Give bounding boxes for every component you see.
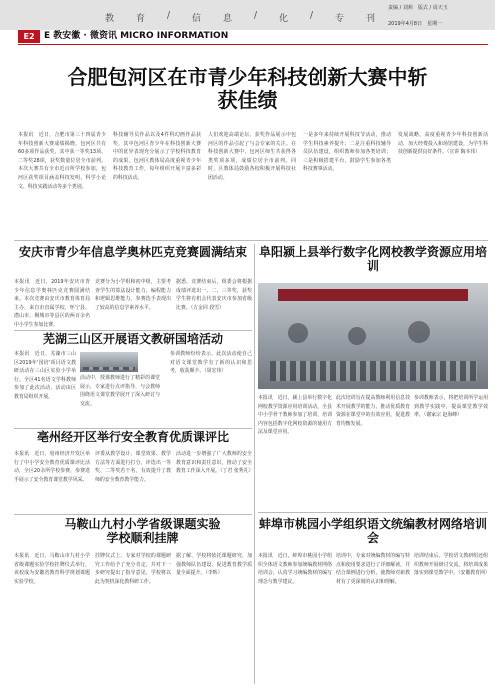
fuyang-col-3: 参训教师表示，将把培训所学运用到教学实践中，提高课堂教学效率。（谢家宗 赵海峰） [414,395,488,419]
wuhu-col-2: 活动中，授课教师进行了精彩的课堂展示，专家进行点评指导，与会教师围绕语文课堂教学展开了深入研讨与交流。 [80,375,160,407]
maanshan-col-2: 挂牌仪式上，专家对学校的课题研究工作给予了充分肯定，并对下一步研究提出了指导意见，学校将以此为契机深化教科研工作。 [95,553,171,585]
maanshan-col-3: 据了解，学校将依托课题研究，加强教师队伍建设，促进教育教学质量全面提升。（李辉） [176,553,252,577]
slogan-char: 专 [334,14,344,24]
divider [254,244,255,684]
fuyang-col-2: 此次培训旨在提高教师利用信息技术开展教学的能力，推动优质教育资源在课堂中的有效应用，促进教育均衡发展。 [336,395,410,427]
wuhu-col-1: 本报讯 近日，芜湖市三山区2019年'国培'项目语文教研活动在三山区实验小学举行。全区41名语文学科教师参加了此次活动，活动由区教育局组织开展。 [14,351,76,400]
fuyang-col-1: 本报讯 近日，颍上县举行数字化网校教学资源应用培训活动，全县中小学骨干教师参加了培训，培训内容包括数字化网校资源的使用方法及课堂应用。 [258,395,332,436]
header-rule [18,44,488,45]
slogan-char: / [309,11,313,21]
editor-line: 责编 / 刘莉 版式 / 周天玉 [388,5,448,11]
anqing-col-1: 本报讯 近日，2019年安庆市青少年信息学奥林匹克竞赛圆满结束。本次竞赛由安庆市教育体育局主办，来自市直属学校、怀宁县、潜山市、桐城市等县区的两百余名中小学生参加比赛。 [14,279,90,328]
slogan-char: / [253,11,257,21]
bengbu-col-2: 培训中，专家对统编教材的编写特点和使用要求进行了详细解读，并结合课例进行分析，使教师对新教材有了更深刻的认识和理解。 [336,553,410,585]
bozhou-col-2: 评委从教学设计、课堂效果、教学方法等方面进行打分，评选出一等奖、二等奖若干名，有效提升了教师的安全教育教学能力。 [95,451,171,483]
slogan-char: 化 [278,14,288,24]
main-col-5: 发展战略，高度重视青少年科技创新活动，加大经费投入和场馆建设，为学生科技创新提供良好条件。（宣讲 陶本伟） [398,132,488,156]
article-headline-maanshan: 马鞍山九村小学省级课题实验学校顺利挂牌 [64,517,221,545]
main-col-4: 一是多年来持续开展科技节活动，推动学生科技素养提升；二是注重科技辅导员队伍建设，组织教师参加各类培训；三是积极搭建平台，鼓励学生参加各类科技赛事活动。 [303,132,391,173]
divider [14,330,252,331]
page-date: 2019年4月8日 星期一 [388,21,443,27]
slogan-char: / [166,11,171,21]
main-col-1: 本报讯 近日，合肥市第三十四届青少年科技创新大赛成绩揭晓，包河区共有60多项作品获奖，其中获一等奖13项、二等奖28项，获奖数量位居全市前列。本次大赛共有全市近百所学校参加，包河区获奖项目涵盖科技发明、科学小论文、科技实践活动等多个类别。 [18,132,106,190]
bozhou-col-1: 本报讯 近日，亳州经济开发区举行了中小学安全教育优质课评比活动，全区20余所学校参赛，参赛选手展示了安全教育课堂教学风采。 [14,451,90,483]
bozhou-col-3: 活动进一步增强了广大教师的安全教育意识和责任意识，推动了安全教育工作深入开展。（丁君 张秀礼） [176,451,254,475]
fuyang-photo [258,283,488,389]
divider [14,240,488,241]
slogan-char: 信 [191,14,201,24]
main-col-3: 人们欢迎高端论坛，获奖作品展示中包河区的作品引起了与会专家的关注。在科技创新大赛中，包河区师生共获得各类奖项多项，成绩位居全市前列。同时，区教体局鼓励各校积极开展科技社团活动。 [208,132,296,181]
article-headline-anqing: 安庆市青少年信息学奥林匹克竞赛圆满结束 [18,245,247,259]
anqing-col-3: 据悉，竞赛结束后，组委会将根据成绩评选出一、二、三等奖，获奖学生将有机会代表安庆市参加省级比赛。（方金同 段雪） [176,279,252,311]
photo-banner [278,289,468,301]
divider [14,428,252,429]
article-headline-bozhou: 亳州经开区举行安全教育优质课评比 [36,430,229,444]
article-headline-bengbu: 蚌埠市桃园小学组织语文统编教材网络培训会 [258,517,487,545]
wuhu-col-3: 参训教师纷纷表示，此次活动使自己对语文课堂教学有了新的认识和思考，收获颇丰。（周宏伟） [170,351,252,375]
slogan-char: 育 [135,14,145,24]
wuhu-photo [80,352,138,372]
slogan-char: 息 [222,14,232,24]
section-tag: E2 [18,30,40,43]
article-headline-fuyang: 阜阳颍上县举行数字化网校教学资源应用培训 [258,245,487,273]
article-headline-wuhu: 芜湖三山区开展语文教研国培活动 [42,332,223,346]
bengbu-col-3: 培训结束后，学校语文教研组还组织教师开展研讨交流，将培训成果落实到课堂教学中。（安徽教育网） [414,553,490,577]
main-headline: 合肥包河区在市青少年科技创新大赛中斩获佳绩 [67,65,428,112]
divider [258,512,488,513]
slogan-char: 教 [105,14,115,24]
header-slogan [105,11,375,24]
anqing-col-2: 竞赛分为小学组和初中组，主要考查学生的算法设计能力、编程能力和逻辑思维能力，参赛选手表现出了较高的信息学素养水平。 [95,279,171,311]
section-name: E 教安徽 · 微资讯 MICRO INFORMATION [44,31,229,41]
bengbu-col-1: 本报讯 近日，蚌埠市桃园小学组织全体语文教师参加统编教材网络培训会，认真学习统编教材的编写理念与教学建议。 [258,553,332,585]
divider [14,514,252,515]
maanshan-col-1: 本报讯 近日，马鞍山市九村小学省级课题实验学校挂牌仪式举行，该校成为安徽省教育科学规划课题实验学校。 [14,553,90,585]
main-col-2: 科技辅导员作品以及4件科幻画作品获奖，其中包河区青少年在科技创新大赛中的优异表现充分展示了学校科技教育的成果。包河区教体局高度重视青少年科技教育工作，每年组织开展丰富多彩的科技活动。 [113,132,201,181]
slogan-char: 刊 [365,14,375,24]
